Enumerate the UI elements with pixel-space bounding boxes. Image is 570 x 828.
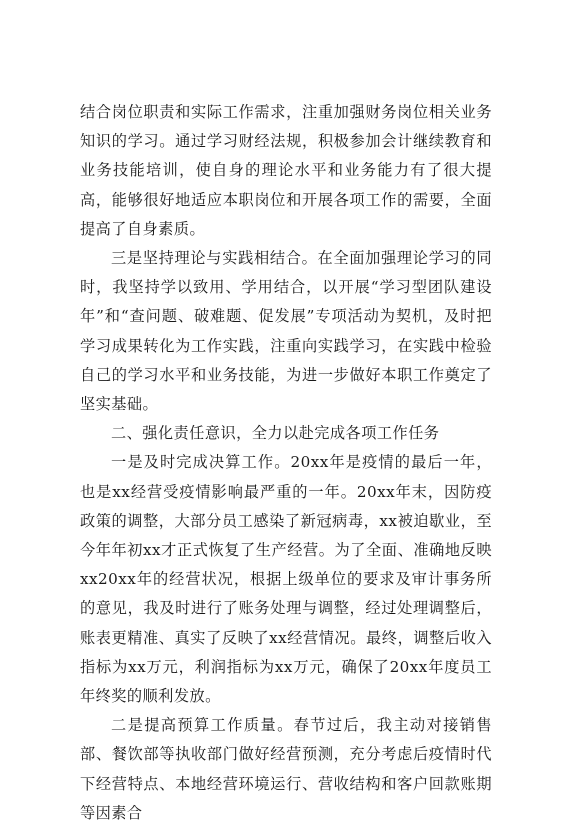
document-body [80, 98, 492, 828]
paragraph-budget-quality: 二是提高预算工作质量。春节过后，我主动对接销售部、餐饮部等执收部门做好经营预测，充分考虑后疫情时代下经营特点、本地经营环境运行、营收结构和客户回款账期等因素合 [80, 716, 492, 822]
paragraph-study: 结合岗位职责和实际工作需求，注重加强财务岗位相关业务知识的学习。通过学习财经法规，积极参加会计继续教育和业务技能培训，使自身的理论水平和业务能力有了很大提高，能够很好地适应本职岗位和开展各项工作的需要，全面提高了自身素质。 [80, 103, 492, 238]
paragraph-theory-practice: 三是坚持理论与实践相结合。在全面加强理论学习的同时，我坚持学以致用、学用结合，以开展“学习型团队建设年”和“查问题、破难题、促发展”专项活动为契机，及时把学习成果转化为工作实践，注重向实践学习，在实践中检验自己的学习水平和业务技能，为进一步做好本职工作奠定了坚实基础。 [80, 249, 492, 414]
section-heading-responsibility: 二、强化责任意识，全力以赴完成各项工作任务 [111, 424, 440, 443]
paragraph-final-accounts: 一是及时完成决算工作。20xx年是疫情的最后一年，也是xx经营受疫情影响最严重的一年。20xx年末，因防疫政策的调整，大部分员工感染了新冠病毒，xx被迫歇业，至今年年初xx才正式恢复了生产经营。为了全面、准确地反映xx20xx年的经营状况，根据上级单位的要求及审计事务所的意见，我及时进行了账务处理与调整，经过处理调整后，账表更精准、真实了反映了xx经营情况。最终，调整后收入指标为xx万元，利润指标为xx万元，确保了20xx年度员工年终奖的顺利发放。 [80, 453, 492, 706]
